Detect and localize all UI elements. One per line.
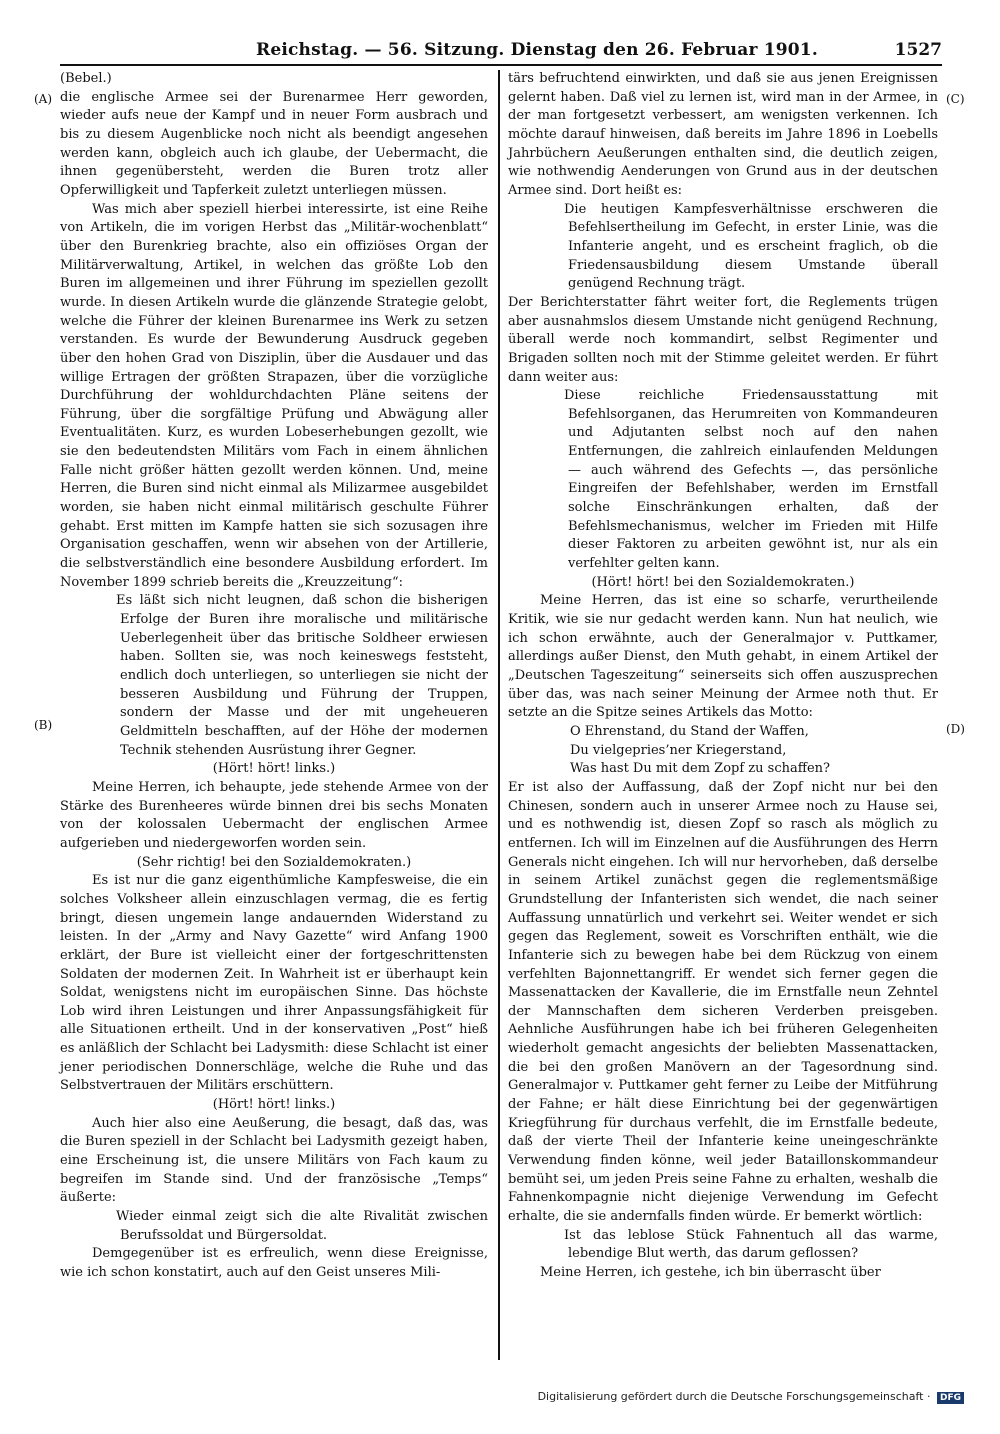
margin-marker-a: (A)	[34, 92, 53, 106]
paragraph: Was mich aber speziell hierbei interessirte, ist eine Reihe von Artikeln, die im vorigen Herbst das „Militär-wochenblatt“ über den Burenkrieg brachte, also ein offiziöses Organ der Militärverwaltung, Artikel, in welchen das größte Lob den Buren im allgemeinen und ihrer Führung im speziellen gezollt wurde. In diesen Artikeln wurde die glänzende Strategie gelobt, welche die Führer der kleinen Burenarmee ins Werk zu setzen verstanden. Es wurde der Bewunderung Ausdruck gegeben über den hohen Grad von Disziplin, über die Ausdauer und das willige Ertragen der größten Strapazen, über die vorzügliche Durchführung der wohldurchdachten Pläne seitens der Führung, über die sorgfältige Prüfung und Abwägung aller Eventualitäten. Kurz, es wurden Lobeserhebungen gezollt, wie sie den bedeutendsten Militärs vom Fach in einem ähnlichen Falle nicht größer hätten gezollt werden können. Und, meine Herren, die Buren sind nicht einmal als Milizarmee ausgebildet worden, sie haben nicht einmal militärisch geschulte Führer gehabt. Erst mitten im Kampfe hatten sie sich sozusagen ihre Organisation geschaffen, wenn wir absehen von der Artillerie, die selbstverständlich eine besondere Ausbildung erfordert. Im November 1899 schrieb bereits die „Kreuzzeitung“:	[60, 201, 488, 590]
paragraph: Demgegenüber ist es erfreulich, wenn diese Ereignisse, wie ich schon konstatirt, auch auf den Geist unseres Mili-	[60, 1246, 488, 1280]
paragraph: die englische Armee sei der Burenarmee Herr geworden, wieder aufs neue der Kampf und in neuer Form ausbrach und bis zu diesem Augenblicke noch nicht als beendigt angesehen werden kann, obgleich auch ich glaube, der Uebermacht, die ihnen gegenübersteht, werden die Buren trotz aller Opferwilligkeit und Tapferkeit zuletzt unterliegen müssen.	[60, 89, 488, 198]
dfg-logo: DFG	[937, 1392, 964, 1404]
paragraph: Meine Herren, das ist eine so scharfe, verurtheilende Kritik, wie sie nur gedacht werden kann. Nun hat neulich, wie ich schon erwähnte, auch der Generalmajor v. Puttkamer, allerdings außer Dienst, den Muth gehabt, in einem Artikel der „Deutschen Tageszeitung“ seinerseits sich offen auszusprechen über das, was nach seiner Meinung der Armee noth thut. Er setzte an die Spitze seines Artikels das Motto:	[508, 593, 938, 721]
margin-marker-b: (B)	[34, 718, 53, 732]
paragraph: Der Berichterstatter fährt weiter fort, die Reglements trügen aber ausnahmslos diesem Umstande nicht genügend Rechnung, überall werde noch kommandirt, selbst Regimenter und Brigaden sollten noch mit der Stimme geleitet werden. Er führt dann weiter aus:	[508, 294, 938, 385]
paragraph: Meine Herren, ich gestehe, ich bin überrascht über	[540, 1265, 881, 1280]
speaker-name: (Bebel.)	[60, 71, 112, 86]
page-header	[60, 38, 942, 66]
interjection: (Hört! hört! links.)	[212, 761, 336, 777]
column-divider	[498, 70, 500, 1360]
paragraph: Meine Herren, ich behaupte, jede stehende Armee von der Stärke des Burenheeres würde binnen drei bis sechs Monaten von der kolossalen Uebermacht der englischen Armee aufgerieben und niedergeworfen worden sein.	[60, 779, 488, 851]
margin-marker-c: (C)	[946, 92, 965, 106]
interjection: (Sehr richtig! bei den Sozialdemokraten.)	[136, 854, 412, 870]
margin-marker-d: (D)	[946, 722, 965, 736]
paragraph: Er ist also der Auffassung, daß der Zopf nicht nur bei den Chinesen, sondern auch in unserer Armee noch zu Hause sei, und es nothwendig ist, diesen Zopf so rasch als möglich zu entfernen. Ich will im Einzelnen auf die Ausführungen des Herrn Generals nicht eingehen. Ich will nur hervorheben, daß derselbe in seinem Artikel zunächst gegen die reglementsmäßige Grundstellung der Infanteristen sich wendet, die nach seiner Auffassung unnatürlich und verkehrt sei. Weiter wendet er sich gegen das Reglement, soweit es Vorschriften enthält, wie die Infanterie sich zu bewegen habe bei dem Rückzug von einem verfehlten Bajonnettangriff. Er wendet sich ferner gegen die Massenattacken der Kavallerie, die im Ernstfalle neun Zehntel der Mannschaften dem sicheren Verderben preisgeben. Aehnliche Ausführungen habe ich bei früheren Gelegenheiten wiederholt gemacht angesichts der beliebten Massenattacken, die bei den großen Manövern an der Tagesordnung sind. Generalmajor v. Puttkamer geht ferner zu Leibe der Mitführung der Fahne; er hält diese Einrichtung bei der gegenwärtigen Kriegführung für durchaus verfehlt, die im Ernstfalle bedeute, daß der vierte Theil der Infanterie keine uneingeschränkte Verwendung finden könne, weil jeder Bataillonskommandeur bemüht sei, um jeden Preis seine Fahne zu erhalten, weshalb die Fahnenkompagnie nicht diejenige Verwendung im Gefecht erhalte, die sie andernfalls finden würde. Er bemerkt wörtlich:	[508, 779, 938, 1225]
right-column	[508, 70, 938, 1283]
quotation: Wieder einmal zeigt sich die alte Rivalität zwischen Berufssoldat und Bürgersoldat.	[116, 1209, 488, 1243]
quotation: Die heutigen Kampfesverhältnisse erschweren die Befehlsertheilung im Gefecht, in erster Linie, was die Infanterie angeht, und es erscheint fraglich, ob die Friedensausbildung diesem Umstande überall genügend Rechnung trägt.	[564, 201, 938, 292]
page-number: 1527	[894, 40, 942, 60]
footer-text: Digitalisierung gefördert durch die Deutsche Forschungsgemeinschaft ·	[537, 1390, 931, 1403]
paragraph: Es ist nur die ganz eigenthümliche Kampfesweise, die ein solches Volksheer allein einzuschlagen vermag, die es fertig bringt, diesen ungemein lange andauernden Widerstand zu leisten. In der „Army and Navy Gazette“ wird Anfang 1900 erklärt, der Bure ist vielleicht einer der fortgeschrittensten Soldaten der modernen Zeit. In Wahrheit ist er überhaupt kein Soldat, wenigstens nicht im europäischen Sinne. Das höchste Lob wird ihren Leistungen und ihrer Anpassungsfähigkeit für alle Situationen ertheilt. Und in der konservativen „Post“ hieß es anläßlich der Schlacht bei Ladysmith: diese Schlacht ist einer jener periodischen Donnerschläge, welche die Ruhe und das Selbstvertrauen der Militärs erschüttern.	[60, 873, 488, 1094]
left-column	[60, 70, 488, 1283]
paragraph: Auch hier also eine Aeußerung, die besagt, daß das, was die Buren speziell in der Schlacht bei Ladysmith gezeigt haben, eine Erscheinung ist, die unsere Militärs von Fach kaum zu begreifen im Stande sind. Und der französische „Temps“ äußerte:	[60, 1115, 488, 1206]
header-title: Reichstag. — 56. Sitzung. Dienstag den 26. Februar 1901.	[256, 40, 818, 60]
footer-credit	[538, 1390, 964, 1404]
quotation: Es läßt sich nicht leugnen, daß schon die bisherigen Erfolge der Buren ihre moralische und militärische Ueberlegenheit über das britische Soldheer erwiesen haben. Sollten sie, was noch keineswegs feststeht, endlich doch unterliegen, so unterliegen sie nicht der besseren Ausbildung und Führung der Truppen, sondern der Masse und der mit ungeheueren Geldmitteln beschafften, auf der Höhe der modernen Technik stehenden Ausrüstung ihrer Gegner.	[116, 593, 488, 758]
quotation: Ist das leblose Stück Fahnentuch all das warme, lebendige Blut werth, das darum geflossen?	[564, 1227, 938, 1262]
verse-line: Du vielgepries’ner Kriegerstand,	[570, 742, 787, 758]
verse-line: O Ehrenstand, du Stand der Waffen,	[570, 723, 809, 739]
verse-line: Was hast Du mit dem Zopf zu schaffen?	[570, 761, 831, 777]
paragraph: tärs befruchtend einwirkten, und daß sie aus jenen Ereignissen gelernt haben. Daß viel zu lernen ist, wird man in der Armee, in der man fortgesetzt verbessert, am wenigsten verkennen. Ich möchte darauf hinweisen, daß bereits im Jahre 1896 in Loebells Jahrbüchern Aeußerungen enthalten sind, die deutlich zeigen, wie nothwendig Aenderungen von Grund aus in der deutschen Armee sind. Dort heißt es:	[508, 71, 938, 198]
quotation: Diese reichliche Friedensausstattung mit Befehlsorganen, das Herumreiten von Kommandeuren und Adjutanten selbst noch auf den nahen Entfernungen, die zahlreich einlaufenden Meldungen — auch während des Gefechts —, das persönliche Eingreifen der Befehlshaber, werden im Ernstfall solche Einschränkungen erhalten, daß der Befehlsmechanismus, welcher im Frieden mit Hilfe dieser Faktoren zu arbeiten gewöhnt ist, nur als ein verfehlter gelten kann.	[564, 388, 938, 572]
interjection: (Hört! hört! bei den Sozialdemokraten.)	[591, 574, 855, 590]
interjection: (Hört! hört! links.)	[212, 1097, 336, 1113]
